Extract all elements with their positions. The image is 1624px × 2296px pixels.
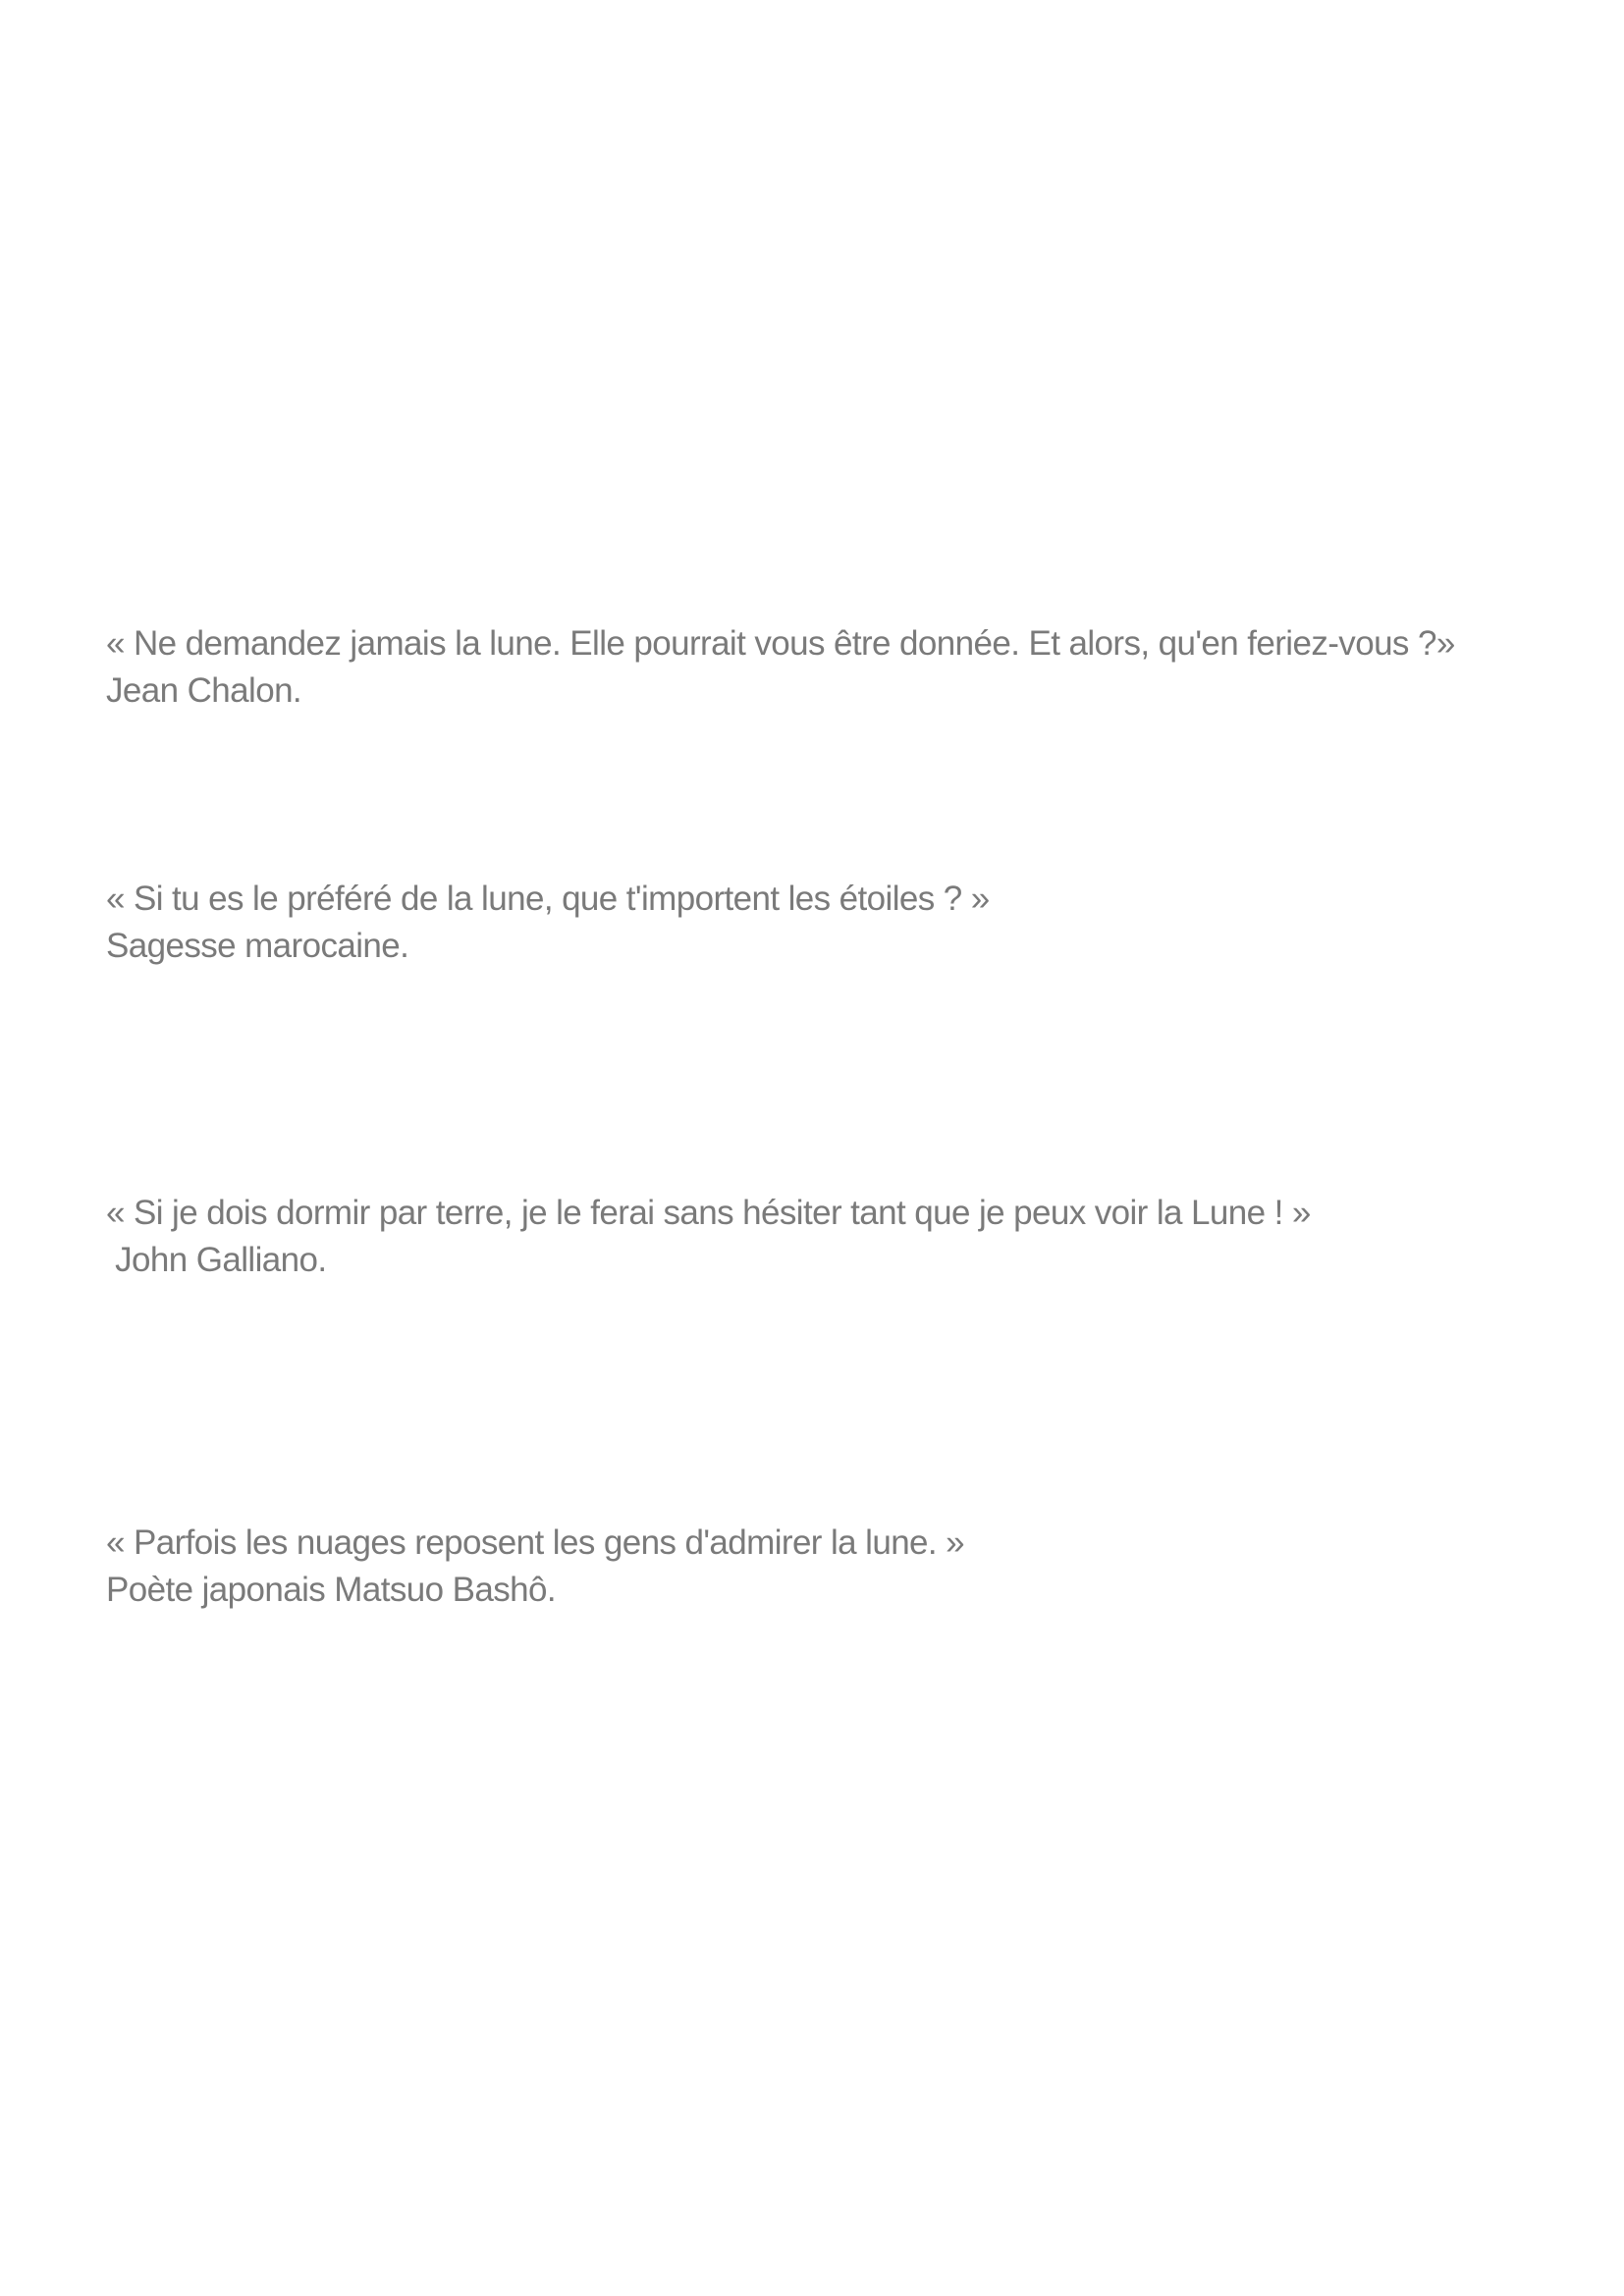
quote-author: Jean Chalon. xyxy=(106,671,302,710)
quote-block-basho xyxy=(106,1520,1559,1614)
quote-author: John Galliano. xyxy=(106,1241,327,1279)
quote-block-sagesse-marocaine xyxy=(106,876,1559,970)
quote-author: Sagesse marocaine. xyxy=(106,927,409,965)
quote-text: « Si tu es le préféré de la lune, que t'importent les étoiles ? » xyxy=(106,880,990,918)
quote-text: « Si je dois dormir par terre, je le ferai sans hésiter tant que je peux voir la Lune ! » xyxy=(106,1194,1311,1232)
quote-author: Poète japonais Matsuo Bashô. xyxy=(106,1571,556,1609)
quote-block-galliano xyxy=(106,1190,1559,1284)
quote-text: « Ne demandez jamais la lune. Elle pourrait vous être donnée. Et alors, qu'en feriez-vous ?» xyxy=(106,624,1455,663)
quote-text: « Parfois les nuages reposent les gens d'admirer la lune. » xyxy=(106,1523,965,1562)
quote-block-chalon xyxy=(106,620,1559,715)
